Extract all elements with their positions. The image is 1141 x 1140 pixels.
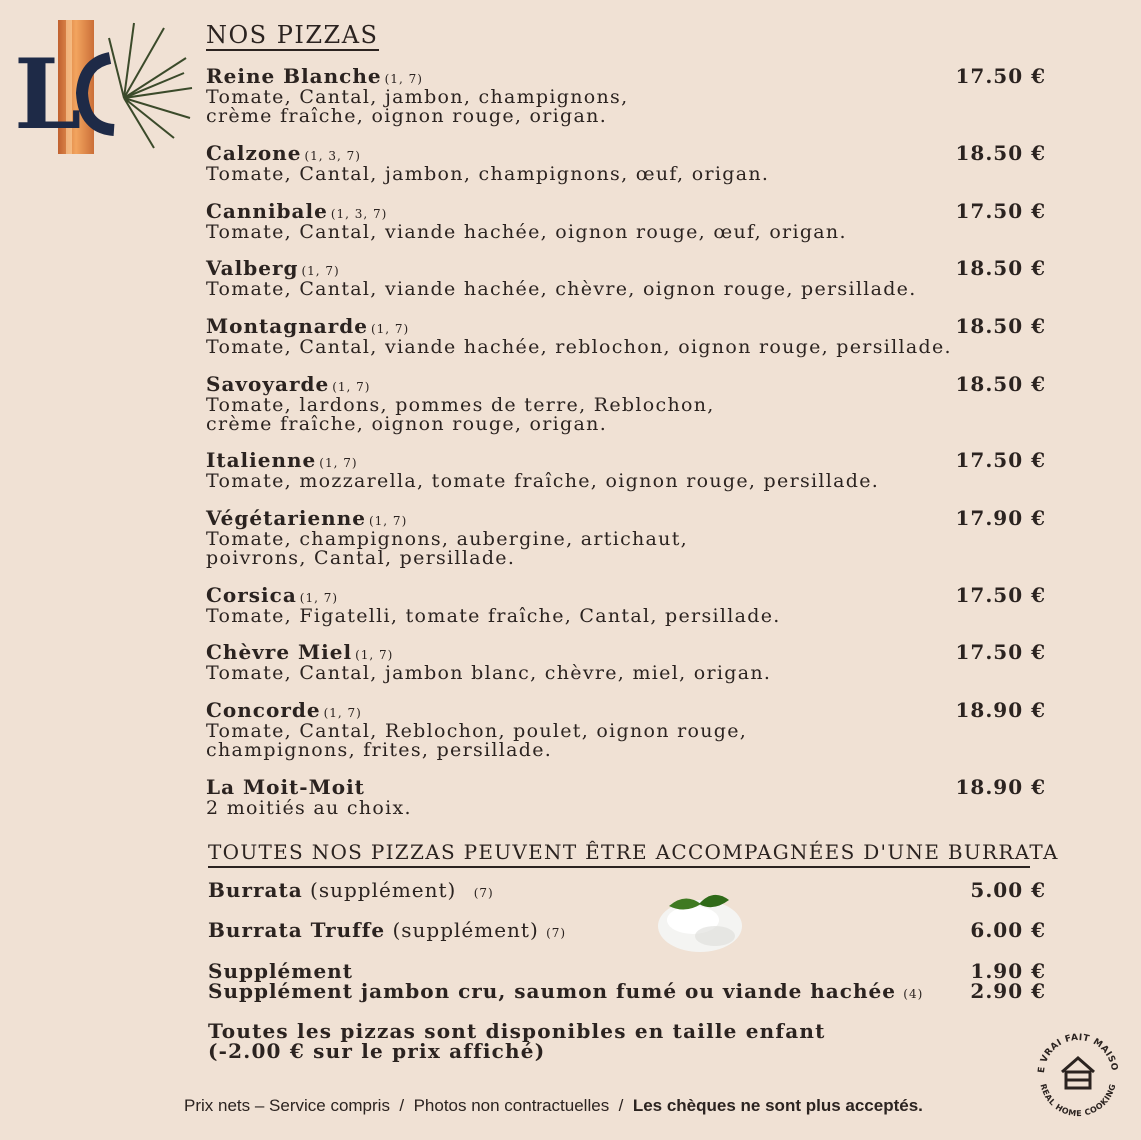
item-price: 18.50 € <box>955 372 1046 396</box>
extra-note: (supplément) <box>310 878 457 902</box>
item-name: Italienne <box>206 448 317 472</box>
item-allergens: (1, 7) <box>370 322 410 336</box>
item-name: Cannibale <box>206 199 328 223</box>
footer-text: Prix nets – Service compris / Photos non contractuelles / <box>184 1096 629 1115</box>
burrata-section-title: TOUTES NOS PIZZAS PEUVENT ÊTRE ACCOMPAGNÉES D'UNE BURRATA <box>208 840 1030 868</box>
extra-price: 6.00 € <box>970 918 1046 942</box>
item-description: Tomate, lardons, pommes de terre, Reblochon, crème fraîche, oignon rouge, origan. <box>206 394 715 435</box>
supplement-row-2 <box>208 981 1046 1004</box>
item-description: Tomate, Cantal, Reblochon, poulet, oignon rouge, champignons, frites, persillade. <box>206 720 748 761</box>
item-name: Valberg <box>206 256 299 280</box>
item-name: Montagnarde <box>206 314 368 338</box>
extra-name: Burrata <box>208 878 303 902</box>
footer <box>184 1096 923 1116</box>
item-name: Corsica <box>206 583 297 607</box>
item-description: Tomate, Cantal, jambon blanc, chèvre, miel, origan. <box>206 662 772 684</box>
section-title: NOS PIZZAS <box>206 21 379 49</box>
kids-size-note <box>208 1021 826 1061</box>
item-price: 18.90 € <box>955 698 1046 722</box>
item-price: 17.50 € <box>955 64 1046 88</box>
restaurant-logo <box>14 18 194 158</box>
item-description: 2 moitiés au choix. <box>206 797 412 819</box>
item-allergens: (1, 7) <box>299 591 339 605</box>
item-price: 17.90 € <box>955 506 1046 530</box>
menu-item <box>206 450 1046 491</box>
item-allergens: (1, 7) <box>368 514 408 528</box>
item-description: Tomate, Cantal, jambon, champignons, crème fraîche, oignon rouge, origan. <box>206 86 629 127</box>
menu-item <box>206 201 1046 242</box>
item-price: 17.50 € <box>955 448 1046 472</box>
footer-bold-text: Les chèques ne sont plus acceptés. <box>632 1096 923 1115</box>
item-price: 17.50 € <box>955 640 1046 664</box>
extra-name: Burrata Truffe <box>208 918 386 942</box>
item-name: Calzone <box>206 141 302 165</box>
item-price: 18.50 € <box>955 314 1046 338</box>
item-name: Chèvre Miel <box>206 640 353 664</box>
item-description: Tomate, mozzarella, tomate fraîche, oignon rouge, persillade. <box>206 470 880 492</box>
supplement-price: 2.90 € <box>970 979 1046 1003</box>
menu-item <box>206 143 1046 184</box>
supplement-allergens: (4) <box>903 987 924 1001</box>
svg-text:LE VRAI FAIT MAISON <box>1030 1022 1119 1074</box>
item-name: Concorde <box>206 698 321 722</box>
extra-item-burrata-truffe <box>208 920 1046 943</box>
supplement-row <box>208 961 1046 981</box>
supplement-label: Supplément jambon cru, saumon fumé ou viande hachée <box>208 979 896 1003</box>
item-allergens: (1, 7) <box>323 706 362 720</box>
supplement-price: 1.90 € <box>970 959 1046 983</box>
extra-allergens: (7) <box>546 926 567 940</box>
item-name: Végétarienne <box>206 506 366 530</box>
item-price: 17.50 € <box>955 199 1046 223</box>
item-name: La Moit-Moit <box>206 775 365 799</box>
extra-allergens: (7) <box>473 886 494 900</box>
menu-item <box>206 374 1046 434</box>
item-description: Tomate, Figatelli, tomate fraîche, Cantal, persillade. <box>206 605 781 627</box>
extra-item-burrata <box>208 880 1046 903</box>
item-allergens: (1, 7) <box>319 456 358 470</box>
item-name: Reine Blanche <box>206 64 382 88</box>
menu-item <box>206 585 1046 626</box>
kids-note-line2: (-2.00 € sur le prix affiché) <box>208 1039 546 1063</box>
item-allergens: (1, 7) <box>384 72 423 86</box>
menu-item <box>206 66 1046 126</box>
item-price: 17.50 € <box>955 583 1046 607</box>
item-allergens: (1, 7) <box>332 380 371 394</box>
item-allergens: (1, 7) <box>301 264 340 278</box>
supplement-label: Supplément <box>208 959 353 983</box>
badge-top-text: E VRAI FAIT MAISO <box>1036 1032 1120 1074</box>
item-description: Tomate, champignons, aubergine, artichaut, poivrons, Cantal, persillade. <box>206 528 688 569</box>
extra-note: (supplément) <box>392 918 539 942</box>
item-price: 18.50 € <box>955 141 1046 165</box>
fait-maison-badge <box>1030 1022 1126 1118</box>
menu-item <box>206 700 1046 760</box>
extra-price: 5.00 € <box>970 878 1046 902</box>
kids-note-line1: Toutes les pizzas sont disponibles en taille enfant <box>208 1019 826 1043</box>
item-price: 18.90 € <box>955 775 1046 799</box>
svg-text:L: L <box>14 38 82 151</box>
item-description: Tomate, Cantal, viande hachée, reblochon, oignon rouge, persillade. <box>206 336 952 358</box>
menu-item <box>206 777 1046 818</box>
item-allergens: (1, 3, 7) <box>330 207 388 221</box>
menu-item <box>206 258 1046 299</box>
item-description: Tomate, Cantal, viande hachée, oignon rouge, œuf, origan. <box>206 221 847 243</box>
item-allergens: (1, 3, 7) <box>304 149 361 163</box>
menu-item <box>206 642 1046 683</box>
item-description: Tomate, Cantal, jambon, champignons, œuf, origan. <box>206 163 770 185</box>
item-allergens: (1, 7) <box>355 648 394 662</box>
item-name: Savoyarde <box>206 372 330 396</box>
burrata-image <box>655 884 745 954</box>
menu-item <box>206 316 1046 357</box>
house-icon <box>1062 1058 1094 1088</box>
badge-bottom-text: REAL HOME COOKING <box>1038 1082 1118 1118</box>
item-description: Tomate, Cantal, viande hachée, chèvre, oignon rouge, persillade. <box>206 278 917 300</box>
item-price: 18.50 € <box>955 256 1046 280</box>
menu-item <box>206 508 1046 568</box>
